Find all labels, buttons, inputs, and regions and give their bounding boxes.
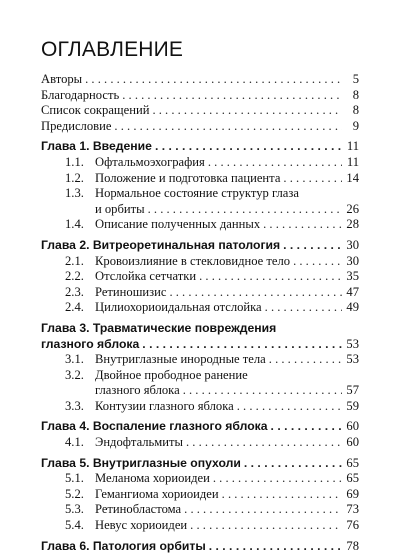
toc-chapter-6[interactable] [41,539,359,554]
toc-entry-3-3[interactable] [41,399,359,415]
section-number: 5.4. [65,518,84,533]
entry-label: Кровоизлияние в стекловидное тело [95,253,291,268]
toc-entry-5-1[interactable] [41,471,359,487]
entry-label: Двойное прободное ранение [95,367,248,382]
entry-label-continued: глазного яблока [95,383,180,398]
toc-entry-5-3[interactable] [41,502,359,518]
toc-title: ОГЛАВЛЕНИЕ [41,38,184,61]
dot-leader [213,471,342,487]
toc-entry-abbreviations[interactable] [41,103,359,119]
dot-leader [155,139,342,155]
entry-label: Ретиношизис [95,284,167,299]
dot-leader [148,202,342,218]
dot-leader [184,502,342,518]
toc-entry-3-1[interactable] [41,352,359,368]
dot-leader [222,487,342,503]
entry-label: Контузии глазного яблока [95,398,234,413]
entry-label: Эндофтальмиты [95,435,183,450]
toc-entry-2-4[interactable] [41,300,359,316]
toc-chapter-1[interactable] [41,139,359,155]
dot-leader [293,254,342,270]
toc-entry-3-2[interactable] [41,368,359,384]
dot-leader [183,383,342,399]
section-number: 5.1. [65,471,84,486]
entry-page: 59 [346,398,359,413]
chapter-label: Глава 5. Внутриглазные опухоли [41,455,241,470]
entry-page: 60 [346,419,359,434]
toc-entry-acknowledgements[interactable] [41,88,359,104]
section-number: 2.2. [65,269,84,284]
toc-entry-1-3-continued[interactable] [41,202,359,218]
dot-leader [122,88,342,104]
entry-page: 76 [346,518,359,533]
entry-label: Положение и подготовка пациента [95,170,281,185]
section-number: 2.3. [65,284,84,299]
section-number: 1.1. [65,154,84,169]
dot-leader [199,269,342,285]
entry-page: 9 [352,118,359,133]
dot-leader [190,518,342,534]
entry-page: 47 [346,284,359,299]
toc-chapter-2[interactable] [41,238,359,254]
entry-label: Отслойка сетчатки [95,269,197,284]
toc-entry-2-2[interactable] [41,269,359,285]
entry-label: Меланома хориоидеи [95,471,210,486]
entry-page: 5 [352,72,359,86]
section-number: 2.1. [65,253,84,268]
entry-page: 30 [346,237,359,252]
entry-page: 78 [346,538,359,553]
entry-label: Нормальное состояние структур глаза [95,186,299,201]
entry-page: 69 [346,486,359,501]
entry-label: Список сокращений [41,103,150,118]
dot-leader [208,155,342,171]
toc-chapter-3[interactable] [41,321,359,337]
chapter-label: Глава 3. Травматические повреждения [41,320,277,335]
section-number: 3.3. [65,398,84,413]
entry-page: 30 [346,253,359,268]
entry-page: 14 [346,170,359,185]
toc-entry-1-2[interactable] [41,171,359,187]
chapter-label: Глава 2. Витреоретинальная патология [41,237,281,252]
section-number: 1.2. [65,170,84,185]
entry-label: Цилиохориоидальная отслойка [95,300,262,315]
entry-page: 53 [346,352,359,367]
entry-page: 35 [346,269,359,284]
entry-label: Офтальмоэхография [95,154,205,169]
entry-label: Гемангиома хориоидеи [95,486,219,501]
toc-chapter-5[interactable] [41,456,359,472]
toc-entry-1-4[interactable] [41,217,359,233]
toc-entry-preface[interactable] [41,119,359,135]
entry-page: 57 [346,383,359,398]
dot-leader [263,217,342,233]
dot-leader [114,119,342,135]
dot-leader [85,72,342,88]
entry-page: 53 [346,336,359,351]
section-number: 3.1. [65,352,84,367]
entry-label: Ретинобластома [95,502,182,517]
toc-entry-authors[interactable] [41,72,359,88]
toc-entry-2-3[interactable] [41,285,359,301]
entry-page: 65 [346,471,359,486]
section-number: 5.3. [65,502,84,517]
section-number: 1.4. [65,217,84,232]
chapter-label: Глава 6. Патология орбиты [41,538,206,553]
dot-leader [169,285,342,301]
dot-leader [237,399,342,415]
entry-page: 8 [352,103,359,118]
section-number: 1.3. [65,186,84,201]
dot-leader [209,539,342,554]
entry-label: Описание полученных данных [95,217,261,232]
entry-label: Благодарность [41,87,120,102]
entry-label: Авторы [41,72,83,86]
entry-page: 8 [352,87,359,102]
entry-label: Внутриглазные инородные тела [95,352,266,367]
entry-page: 11 [346,154,359,169]
section-number: 3.2. [65,367,84,382]
dot-leader [186,435,342,451]
dot-leader [265,300,342,316]
toc-chapter-4[interactable] [41,419,359,435]
chapter-label-continued: глазного яблока [41,336,140,351]
dot-leader [271,419,342,435]
entry-page: 65 [346,455,359,470]
entry-page: 26 [346,201,359,216]
toc-entry-5-2[interactable] [41,487,359,503]
section-number: 5.2. [65,486,84,501]
entry-page: 60 [346,435,359,450]
entry-page: 49 [346,300,359,315]
entry-label: Предисловие [41,118,112,133]
entry-page: 11 [346,139,359,154]
section-number: 4.1. [65,435,84,450]
section-number: 2.4. [65,300,84,315]
toc-chapter-3-continued[interactable] [41,337,359,353]
chapter-label: Глава 4. Воспаление глазного яблока [41,419,268,434]
chapter-label: Глава 1. Введение [41,139,152,154]
toc-entry-2-1[interactable] [41,254,359,270]
entry-label-continued: и орбиты [95,201,145,216]
dot-leader [283,238,342,254]
entry-page: 28 [346,217,359,232]
dot-leader [244,456,342,472]
dot-leader [269,352,342,368]
entry-page: 73 [346,502,359,517]
toc-entry-5-4[interactable] [41,518,359,534]
dot-leader [142,337,342,353]
dot-leader [152,103,342,119]
toc-entry-1-3[interactable] [41,186,359,202]
toc-entry-3-2-continued[interactable] [41,383,359,399]
toc-entry-4-1[interactable] [41,435,359,451]
toc-entry-1-1[interactable] [41,155,359,171]
dot-leader [283,171,342,187]
entry-label: Невус хориоидеи [95,518,188,533]
